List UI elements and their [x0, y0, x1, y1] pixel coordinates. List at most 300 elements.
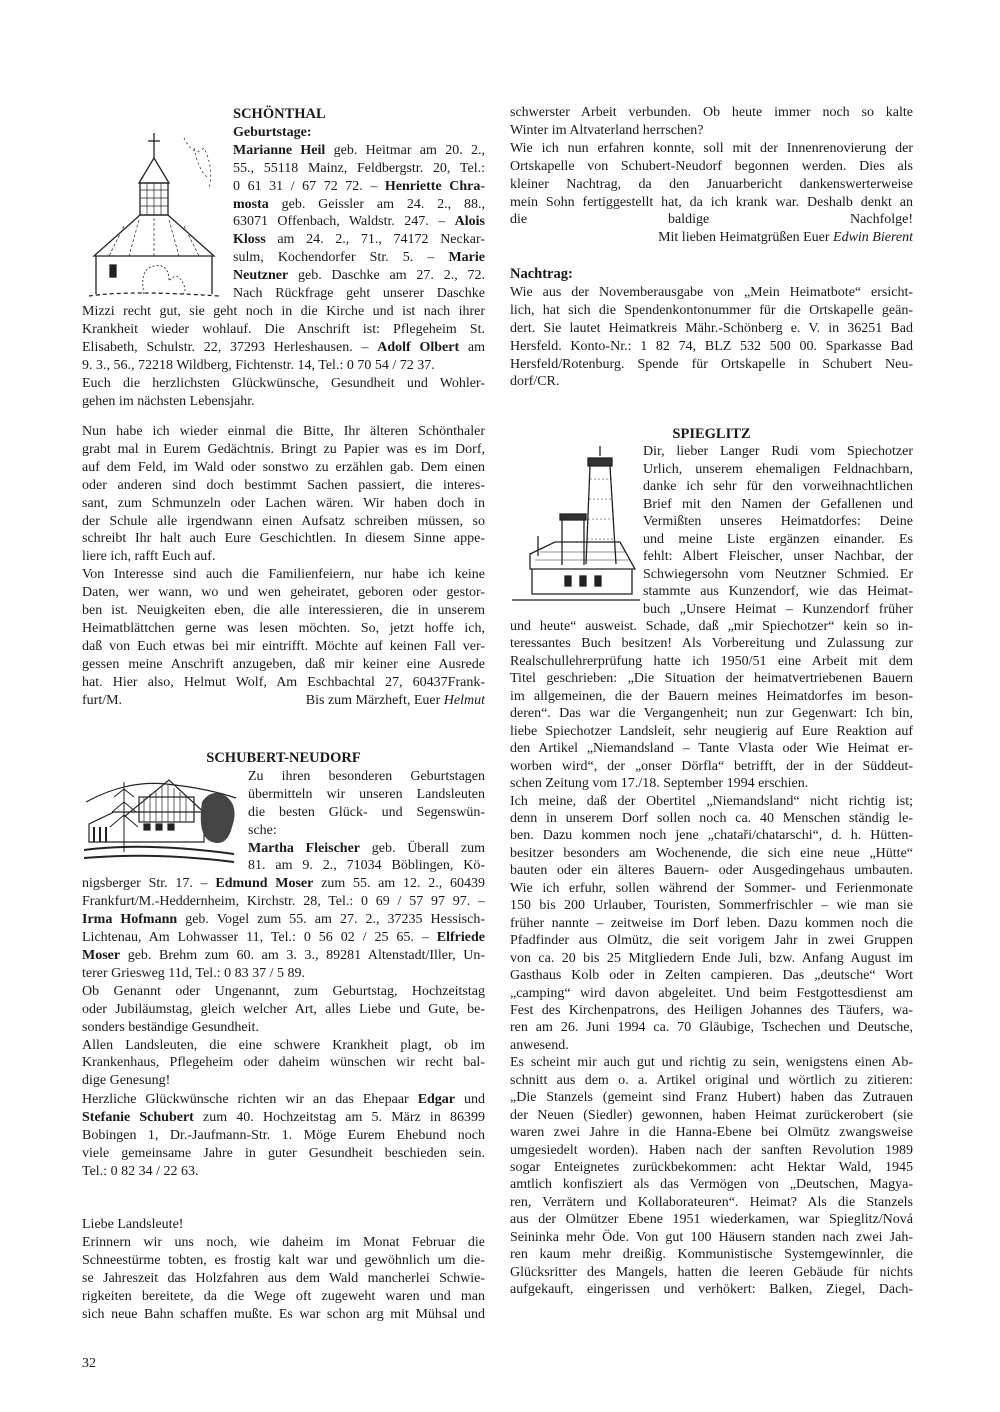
- text-line: [510, 635, 913, 652]
- text-line: [510, 1281, 913, 1298]
- text-run: besitzer besonders am Wochenende, die sich eine neue „Hütte“: [510, 845, 913, 861]
- text-run: und heute“ ausweist. Schade, daß „mir Spiechotzer“ kein so in-: [510, 618, 913, 634]
- text-line: [82, 674, 485, 692]
- text-line: [82, 495, 485, 513]
- text-run: Bis zum Märzheft, Euer: [305, 692, 444, 708]
- text-run: Winter im Altvaterland herrschen?: [510, 122, 704, 138]
- text-run: die besten Glück- und Segenswün-: [248, 804, 485, 820]
- text-run: und meine Liste ergänzen einander. Es: [643, 531, 913, 547]
- text-line: [510, 122, 913, 140]
- section-heading: Nachtrag:: [510, 266, 573, 282]
- text-run: worben wird“, der „onser Dörfla“ betrifft, der in der Süddeut-: [510, 758, 913, 774]
- text-run: sonders beständige Gesundheit.: [82, 1019, 259, 1035]
- text-run: geb. Geissler am 24. 2., 88.,: [268, 196, 485, 212]
- text-line: [233, 213, 485, 231]
- text-run: stammte aus Kunzendorf, wie das Heimat-: [643, 584, 913, 600]
- text-line: [510, 211, 913, 229]
- text-line: [510, 1002, 913, 1019]
- text-run: Wie ich nun erfahren konnte, soll mit der Innenrenovierung der: [510, 140, 913, 156]
- text-run: schnitt aus dem o. a. Artikel original und wörtlich zu zitieren:: [510, 1072, 913, 1088]
- text-run: gehen im nächsten Lebensjahr.: [82, 393, 255, 409]
- text-line: [82, 983, 485, 1001]
- text-line: [82, 584, 485, 602]
- text-run: Euch die herzlichsten Glückwünsche, Gesundheit und Wohler-: [82, 375, 485, 391]
- paragraph: [510, 1054, 913, 1298]
- bold-name: Marianne Heil: [233, 142, 326, 158]
- text-run: Herzliche Glückwünsche richten wir an das Ehepaar: [82, 1092, 418, 1107]
- text-line: [510, 176, 913, 194]
- text-line: [643, 443, 913, 460]
- text-line: [510, 827, 913, 844]
- text-line: [82, 656, 485, 674]
- text-run: Nach Rückfrage geht unserer Daschke: [233, 286, 485, 302]
- section-text: [510, 104, 913, 247]
- text-run: geb. Brehm zum 60. am 3. 3., 89281 Altenstadt/Iller, Un-: [120, 947, 485, 963]
- bold-name: Alois: [454, 214, 485, 230]
- text-line: [82, 965, 485, 983]
- text-line: [82, 1163, 485, 1181]
- text-run: 55., 55118 Mainz, Feldbergstr. 20, Tel.:: [233, 160, 485, 176]
- text-run: sogar Enteignetes zurückbekommen: acht Hektar Wald, 1945: [510, 1160, 913, 1176]
- text-run: Wie aus der Novemberausgabe von „Mein Heimatbote“ ersicht-: [510, 284, 913, 300]
- section-heading: SCHUBERT-NEUDORF: [206, 750, 361, 766]
- text-run: schen Zeitung vom 17./18. September 1994 erschien.: [510, 776, 809, 792]
- text-line: [82, 638, 485, 656]
- text-run: geb. Daschke am 27. 2., 72.: [288, 268, 485, 284]
- text-line: [233, 249, 485, 267]
- text-run: Elisabeth, Schulstr. 22, 37293 Herleshausen. –: [82, 339, 378, 355]
- text-line: [643, 513, 913, 530]
- text-run: kleiner Nachtrag, da den Januarbericht dankenswerterweise: [510, 176, 913, 192]
- text-run: geb. Überall zum: [360, 840, 485, 856]
- text-line: [510, 140, 913, 158]
- text-line: [510, 653, 913, 670]
- lookout-tower-illustration: [510, 444, 642, 606]
- text-run: liere ich, rafft Euch auf.: [82, 549, 216, 565]
- text-line: [82, 911, 485, 929]
- text-line: [510, 775, 913, 792]
- text-line: [643, 583, 913, 600]
- text-run: amtlich konfisziert als das Vermögen von „Deutschen, Magya-: [510, 1177, 913, 1193]
- text-line: [510, 284, 913, 302]
- text-run: fehlt: Albert Fleischer, unser Nachbar, der: [643, 549, 913, 565]
- text-run: mein Sohn fertiggestellt hat, da ich krank war. Deshalb denkt an: [510, 194, 913, 210]
- section-letter-schoenthal: [82, 423, 485, 710]
- text-line: [510, 810, 913, 827]
- text-line: [510, 880, 913, 897]
- text-line: [510, 158, 913, 176]
- text-line: [510, 1211, 913, 1228]
- text-line: [248, 857, 485, 875]
- text-run: buch „Unsere Heimat – Kunzendorf früher: [643, 601, 913, 617]
- text-run: umgesiedelt worden). Haben nach der sanften Revolution 1989: [510, 1142, 913, 1158]
- text-run: dige Genesung!: [82, 1073, 171, 1089]
- text-run: Urlich, unserem ehemaligen Feldnachbarn,: [643, 461, 913, 477]
- text-run: Ob Genannt oder Ungenannt, zum Geburtstag, Hochzeitstag: [82, 983, 485, 999]
- text-line: [82, 620, 485, 638]
- text-line: [510, 793, 913, 810]
- section-liebe-landsleute: [82, 1216, 485, 1323]
- text-line: [510, 1089, 913, 1106]
- section-nachtrag: [510, 266, 913, 391]
- text-line: [510, 897, 913, 914]
- text-run: sich neue Bahn schaffen mußte. Es war schon arg mit Mühsal und: [82, 1306, 485, 1322]
- text-line: [510, 845, 913, 862]
- text-line: [510, 862, 913, 879]
- section-schoenthal-continued: [82, 303, 485, 410]
- text-run: Fest des Kirchenpatrons, des Heiligen Johannes des Täufers, wa-: [510, 1002, 913, 1018]
- text-line: [510, 758, 913, 775]
- text-run: daß von Euch etwas bei mir eintrifft. Möchte auf keinen Fall ver-: [82, 638, 485, 654]
- text-line: [643, 478, 913, 495]
- farmhouse-illustration: [84, 772, 239, 864]
- line-left: [82, 692, 122, 710]
- text-run: bauten oder ein älteres Bauern- oder Ausgedingehaus umbauten.: [510, 863, 913, 879]
- text-run: sche:: [248, 822, 277, 838]
- paragraph: [82, 1216, 485, 1234]
- text-run: „camping“ wird davon abgeleitet. Und beim Festgottesdienst am: [510, 985, 913, 1001]
- text-run: teressantes Buch besitzen! Als Vorbereitung und Zulassung zur: [510, 636, 913, 652]
- text-run: den Artikel „Niemandsland – Tante Vlasta oder Wie Heimat er-: [510, 741, 913, 757]
- text-line: [82, 1252, 485, 1270]
- bold-name: Adolf Olbert: [377, 339, 460, 355]
- text-line: [510, 356, 913, 374]
- paragraph: [82, 1234, 485, 1324]
- text-line: [643, 496, 913, 513]
- text-line: [510, 1142, 913, 1159]
- chapel-illustration: [84, 128, 224, 300]
- bold-name: Irma Hofmann: [82, 912, 178, 928]
- text-run: Vermißten unseres Heimatdorfes: Deine: [643, 514, 913, 530]
- text-run: Es scheint mir auch gut und richtig zu sein, wenigstens einen Ab-: [510, 1055, 913, 1071]
- page-number: 32: [82, 1356, 96, 1371]
- text-line: [82, 357, 485, 375]
- text-run: Titel geschrieben: „Die Situation der heimatvertriebenen Bauern: [510, 671, 913, 687]
- text-line: [233, 285, 485, 303]
- text-line: [510, 670, 913, 687]
- text-line: [82, 875, 485, 893]
- paragraph: [82, 375, 485, 411]
- text-run: 63071 Offenbach, Waldstr. 247. –: [233, 214, 455, 230]
- text-line: [510, 1264, 913, 1281]
- text-line: [233, 142, 485, 160]
- text-run: „Die Stanzels (gemeint sind Franz Hubert) haben das Zutrauen: [510, 1090, 913, 1106]
- text-line: [82, 441, 485, 459]
- text-run: zum 40. Hochzeitstag am 5. März in 86399: [193, 1109, 485, 1125]
- text-line: [82, 459, 485, 477]
- text-run: die baldige Nachfolge!: [510, 212, 913, 228]
- text-run: ren am 26. Juni 1994 ca. 70 Gläubige, Tschechen und Deutsche,: [510, 1020, 913, 1036]
- text-run: anwesend.: [510, 1037, 569, 1053]
- bold-name: Moser: [82, 947, 121, 963]
- text-line: [82, 1234, 485, 1252]
- text-line: [233, 196, 485, 214]
- text-line: [82, 548, 485, 566]
- text-run: Daten, wer wann, wo und wen geheiratet, geboren oder gestor-: [82, 585, 485, 601]
- paragraph: [82, 1037, 485, 1091]
- text-run: Gasthaus Kolb oder in Zelten campieren. Das „deutsche“ Wort: [510, 968, 913, 984]
- text-run: Realschullehrerprüfung hatte ich 1950/51 eine Arbeit mit dem: [510, 653, 913, 669]
- text-line: [82, 1037, 485, 1055]
- text-line: [510, 705, 913, 722]
- text-line: [510, 985, 913, 1002]
- paragraph: [510, 284, 913, 391]
- text-run: aufgekauft, eingerissen und verhökert: Balken, Ziegel, Dach-: [510, 1282, 913, 1298]
- text-run: deren“. Das war die Vergangenheit; nun zur Gegenwart: Ich bin,: [510, 706, 913, 722]
- text-line: [82, 893, 485, 911]
- text-line: [510, 967, 913, 984]
- text-run: Tel.: 0 82 34 / 22 63.: [82, 1163, 199, 1179]
- text-line: [248, 768, 485, 786]
- text-line: [510, 618, 913, 635]
- text-run: 0 61 31 / 67 72 72. –: [233, 178, 385, 194]
- text-run: Krankenhaus, Pflegeheim oder daheim wünschen wir recht bal-: [82, 1055, 485, 1071]
- text-line: [82, 1091, 485, 1109]
- text-run: dorf/CR.: [510, 374, 560, 390]
- bold-name: Edgar: [417, 1092, 456, 1107]
- text-line: [82, 1072, 485, 1090]
- text-run: Wie ich erfuhr, sollen während der Sommer- und Ferienmonate: [510, 880, 913, 896]
- text-line: [510, 338, 913, 356]
- paragraph: [510, 793, 913, 1055]
- text-run: denn in unserem Dorf sollen noch ca. 40 Menschen ständig le-: [510, 810, 913, 826]
- text-run: Ich meine, daß der Obertitel „Niemandsland“ nicht richtig ist;: [510, 793, 913, 809]
- paragraph: [82, 566, 485, 709]
- text-line: [510, 320, 913, 338]
- text-run: Ortskapelle von Schubert-Neudorf begonnen werden. Dies als: [510, 158, 913, 174]
- text-run: grabt mal in Eurem Gedächtnis. Bringt zu Papier was es im Dorf,: [82, 441, 485, 457]
- text-line: [510, 194, 913, 212]
- text-line: [510, 1072, 913, 1089]
- text-run: am: [459, 339, 485, 355]
- text-line: [82, 339, 485, 357]
- text-line: [82, 1288, 485, 1306]
- text-line: [233, 267, 485, 285]
- text-line: [510, 229, 913, 247]
- text-run: Allen Landsleuten, die eine schwere Krankheit plagt, ob im: [82, 1037, 485, 1053]
- text-run: lich, hat sich die Spendenkontonummer für die Ortskapelle geän-: [510, 302, 913, 318]
- text-line: [82, 477, 485, 495]
- text-run: waren zwei Jahre in die Hanna-Ebene bei Olmütz zwangsweise: [510, 1125, 913, 1141]
- text-line: [510, 373, 913, 391]
- text-run: sant, zum Schmunzeln oder Lachen wären. Wir haben doch in: [82, 495, 485, 511]
- text-line: [510, 723, 913, 740]
- paragraph: [82, 1091, 485, 1181]
- text-run: der Neuen (Siedler) gewonnen, haben Heimat zurückerobert (sie: [510, 1107, 913, 1123]
- text-run: geb. Vogel zum 55. am 27. 2., 37235 Hessisch-: [177, 912, 485, 928]
- text-run: dert. Sie lautet Heimatkreis Mähr.-Schönberg e. V. in 36251 Bad: [510, 320, 913, 336]
- text-line: [82, 393, 485, 411]
- paragraph: [82, 983, 485, 1037]
- text-line: [510, 1124, 913, 1141]
- text-line: [82, 1216, 485, 1234]
- text-line: [82, 1109, 485, 1127]
- text-line: [82, 947, 485, 965]
- text-line: [643, 601, 913, 618]
- bold-name: Marie: [448, 250, 485, 266]
- text-run: der Schule alle irgendwann einen Aufsatz schreiben müssen, so: [82, 513, 485, 529]
- text-line: [510, 1229, 913, 1246]
- section-wedding-anniversary: [82, 1091, 485, 1181]
- text-run: Nun habe ich wieder einmal die Bitte, Ihr älteren Schönthaler: [82, 424, 485, 439]
- text-run: Heimatblättchen gerne was lesen möchten. So, jetzt hoffe ich,: [82, 620, 485, 636]
- text-line: [510, 1037, 913, 1054]
- letter-text: [82, 423, 485, 710]
- section-text: [82, 1091, 485, 1181]
- text-run: Schneestürme tobten, es frostig kalt war und gewöhnlich um die-: [82, 1252, 485, 1268]
- text-line: [510, 932, 913, 949]
- text-line: [82, 1019, 485, 1037]
- section-heading: SPIEGLITZ: [672, 426, 751, 442]
- text-line: [233, 160, 485, 178]
- text-line: [82, 1270, 485, 1288]
- text-line: [233, 231, 485, 249]
- text-run: im allgemeinen, die der Bauern meines Heimatdorfes im beson-: [510, 688, 913, 704]
- bold-name: Martha Fleischer: [248, 840, 361, 856]
- text-run: von ca. 20 bis 25 Mitgliedern Ende Juli, bzw. Anfang August im: [510, 950, 913, 966]
- text-line: [643, 461, 913, 478]
- text-line: [510, 302, 913, 320]
- text-run: 81. am 9. 2., 71034 Böblingen, Kö-: [248, 858, 485, 874]
- text-run: zum 55. am 12. 2., 60439: [313, 876, 485, 892]
- section-text: [82, 1216, 485, 1323]
- signature-name: Helmut: [443, 692, 485, 708]
- text-line: [82, 423, 485, 441]
- bold-name: Kloss: [233, 232, 266, 248]
- text-run: nigsberger Str. 17. –: [82, 876, 216, 892]
- text-line: [248, 786, 485, 804]
- paragraph: [82, 423, 485, 566]
- bold-name: mosta: [233, 196, 269, 212]
- section-text: [82, 875, 485, 1090]
- text-line: [82, 375, 485, 393]
- text-line: [82, 1306, 485, 1324]
- text-run: liebe Spiechotzer Landsleit, sehr neugierig auf Eure Reaktion auf: [510, 723, 913, 739]
- text-run: viele gemeinsame Jahre in guter Gesundheit beschieden sein.: [82, 1145, 485, 1161]
- text-line: [82, 513, 485, 531]
- text-run: Seininka mehr Öde. Von gut 100 Häusern standen nach zwei Jah-: [510, 1229, 913, 1245]
- text-run: geb. Heitmar am 20. 2.,: [325, 142, 485, 158]
- bold-name: Henriette Chra-: [384, 178, 485, 194]
- text-run: übermitteln wir unseren Landsleuten: [248, 786, 485, 802]
- section-text: [82, 303, 485, 410]
- text-run: schwerster Arbeit verbunden. Ob heute immer noch so kalte: [510, 105, 913, 120]
- text-line: [82, 303, 485, 321]
- bold-name: Stefanie Schubert: [82, 1109, 194, 1125]
- paragraph: [510, 104, 913, 140]
- bold-name: Geburtstage:: [233, 124, 312, 140]
- bold-name: Edmund Moser: [215, 876, 314, 892]
- text-run: gessen meine Anschrift anzugeben, daß mir keiner eine Ausrede: [82, 656, 485, 672]
- text-run: sulm, Kochendorfer Str. 5. –: [233, 250, 449, 266]
- bold-name: Elfriede: [436, 930, 485, 946]
- text-line: [82, 530, 485, 548]
- text-run: 9. 3., 56., 72218 Wildberg, Fichtenstr. 14, Tel.: 0 70 54 / 72 37.: [82, 357, 435, 373]
- text-line: [510, 740, 913, 757]
- text-line: [510, 1107, 913, 1124]
- section-text: [510, 618, 913, 1299]
- paragraph: [82, 303, 485, 375]
- text-run: schreibt Ihr halt auch Eure Geschichtlen. In diesem Sinne appe-: [82, 531, 485, 547]
- text-line: [82, 1054, 485, 1072]
- text-run: oder Jubiläumstag, gleich welcher Art, alles Liebe und Gute, be-: [82, 1001, 485, 1017]
- text-run: Hersfeld/Rotenburg. Spende für Ortskapelle in Schubert Neu-: [510, 356, 913, 372]
- text-run: oder anderen sind doch bestimmt Sachen passiert, die interes-: [82, 477, 485, 493]
- text-run: früher nannte – zeitweise im Dorf leben. Dazu kommen noch die: [510, 915, 913, 931]
- text-run: Lichtenau, Am Lohwasser 11, Tel.: 0 56 02 / 25 65. –: [82, 930, 437, 946]
- text-run: und: [455, 1092, 485, 1107]
- text-line: [510, 915, 913, 932]
- text-run: Pfadfinder aus Olmütz, die seit vorigem Jahr in zwei Gruppen: [510, 933, 913, 949]
- signature: [306, 692, 485, 710]
- text-run: Von Interesse sind auch die Familienfeiern, nur habe ich keine: [82, 567, 485, 583]
- text-line: [510, 1246, 913, 1263]
- text-line: [510, 1054, 913, 1071]
- text-line: [233, 124, 485, 142]
- text-run: Frankfurt/M.-Heddernheim, Kirchstr. 28, Tel.: 0 69 / 57 97 97. –: [82, 894, 485, 910]
- text-run: Schwiegersohn vom Neutzner Schmied. Er: [643, 566, 913, 582]
- text-run: am 24. 2., 71., 74172 Neckar-: [265, 232, 485, 248]
- text-run: ren kaum mehr dreißig. Kommunistische Systemgewinnler, die: [510, 1247, 913, 1263]
- text-line: [82, 1127, 485, 1145]
- text-run: Mit lieben Heimatgrüßen Euer: [658, 230, 834, 246]
- text-line: [248, 840, 485, 858]
- text-run: Krankheit wieder wohlauf. Die Anschrift ist: Pflegeheim St.: [82, 321, 485, 337]
- text-line: [643, 548, 913, 565]
- text-run: Zu ihren besonderen Geburtstagen: [248, 768, 485, 784]
- text-run: Erinnern wir uns noch, wie daheim im Monat Februar die: [82, 1234, 485, 1250]
- text-line: [510, 688, 913, 705]
- text-run: Brief mit den Namen der Gefallenen und: [643, 496, 913, 512]
- text-run: ren, Verrätern und Kollaborateuren“. Heimat? Als die Stanzels: [510, 1194, 913, 1210]
- text-line: [510, 1159, 913, 1176]
- text-run: se Jahreszeit das Holzfahren aus dem Wald mancherlei Schwie-: [82, 1270, 485, 1286]
- bold-name: Neutzner: [233, 268, 289, 284]
- text-run: Bobingen 1, Dr.-Jaufmann-Str. 1. Möge Eurem Ehebund noch: [82, 1127, 485, 1143]
- paragraph: [510, 618, 913, 793]
- section-text: [510, 284, 913, 391]
- text-run: danke ich sehr für den vorweihnachtlichen: [643, 479, 913, 495]
- text-line: [643, 531, 913, 548]
- text-run: Glücksritter des Mangels, hatten die leeren Gebäude für nichts: [510, 1264, 913, 1280]
- text-line: [248, 804, 485, 822]
- text-run: 150 bis 200 Urlauber, Touristen, Sommerfrischler – wie man sie: [510, 898, 913, 914]
- text-line: [510, 1176, 913, 1193]
- text-run: Hersfeld. Konto-Nr.: 1 82 74, BLZ 532 500 00. Sparkasse Bad: [510, 338, 913, 354]
- text-run: Dir, lieber Langer Rudi vom Spiechotzer: [643, 444, 913, 460]
- text-line: [510, 104, 913, 122]
- text-run: auf dem Feld, im Wald oder sonstwo zu erzählen gab. Dem einen: [82, 459, 485, 475]
- section-continuation: [510, 104, 913, 247]
- text-line: [510, 1019, 913, 1036]
- section-heading: SCHÖNTHAL: [233, 106, 326, 122]
- text-run: Mizzi recht gut, sie geht noch in die Kirche und ist nach ihrer: [82, 304, 485, 319]
- text-line: [82, 692, 485, 710]
- text-run: Liebe Landsleute!: [82, 1217, 184, 1232]
- text-run: terer Griesweg 11d, Tel.: 0 83 37 / 5 89.: [82, 965, 305, 981]
- text-line: [248, 822, 485, 840]
- text-run: ben. Dazu kommen noch jene „chataři/chatarschi“, d. h. Hütten-: [510, 828, 913, 844]
- text-line: [82, 1001, 485, 1019]
- paragraph: [82, 875, 485, 982]
- text-run: ben ist. Neuigkeiten eben, die alle interessieren, die in unserem: [82, 603, 485, 619]
- text-run: furt/M.: [82, 692, 123, 708]
- text-run: aus der Olmützer Ebene 1951 wiederkamen, war Spieglitz/Nová: [510, 1212, 913, 1228]
- text-run: rigkeiten bereitete, da die Wege oft zugeweht waren und man: [82, 1288, 485, 1304]
- text-run: hat. Hier also, Helmut Wolf, Am Eschbachtal 27, 60437Frank-: [82, 674, 485, 690]
- text-line: [233, 178, 485, 196]
- signature-name: Edwin Bierent: [833, 230, 913, 246]
